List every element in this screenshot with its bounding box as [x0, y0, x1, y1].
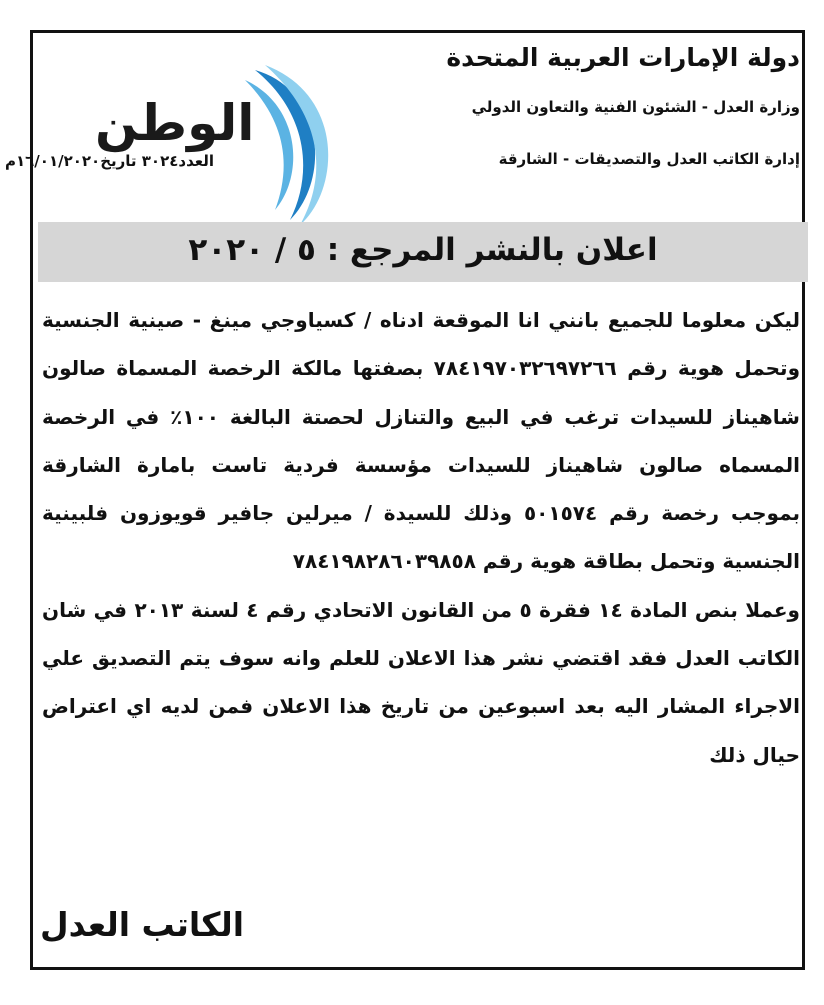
notice-paragraph-1: ليكن معلوما للجميع بانني انا الموقعة ادناه / كسياوجي مينغ - صينية الجنسية وتحمل هوية رقم ٧٨٤١٩٧٠٣٢٦٩٧٢٦٦ بصفتها مالكة الرخصة المسماة صالون شاهيناز للسيدات ترغب في البيع والتنازل لحصتة البالغة ١٠٠٪ في الرخصة المسماه صالون شاهيناز للسيدات مؤسسة فردية تاست بامارة الشارقة بموجب رخصة رقم ٥٠١٥٧٤ وذلك للسيدة / ميرلين جافير قويوزون فلبينية الجنسية وتحمل بطاقة هوية رقم ٧٨٤١٩٨٢٨٦٠٣٩٨٥٨ [42, 308, 801, 574]
newspaper-logo [60, 60, 350, 230]
country-name: دولة الإمارات العربية المتحدة [446, 43, 800, 72]
notice-body [42, 296, 800, 779]
department-name: إدارة الكاتب العدل والتصديقات - الشارقة [498, 150, 800, 168]
issue-line: العدد٣٠٢٤ تاريخ١٦/٠١/٢٠٢٠م [5, 152, 215, 170]
notice-paragraph-2: وعملا بنص المادة ١٤ فقرة ٥ من القانون الاتحادي رقم ٤ لسنة ٢٠١٣ في شان الكاتب العدل فقد اقتضي نشر هذا الاعلان للعلم وانه سوف يتم التصديق علي الاجراء المشار اليه بعد اسبوعين من تاريخ هذا الاعلان فمن لديه اي اعتراض حيال ذلك [42, 597, 800, 767]
government-header [380, 40, 800, 168]
notice-title: اعلان بالنشر المرجع : ٥ / ٢٠٢٠ [38, 222, 808, 282]
ministry-name: وزارة العدل - الشئون الفنية والتعاون الدولي [471, 98, 800, 116]
newspaper-name: الوطن [95, 94, 255, 152]
signature: الكاتب العدل [40, 905, 245, 944]
